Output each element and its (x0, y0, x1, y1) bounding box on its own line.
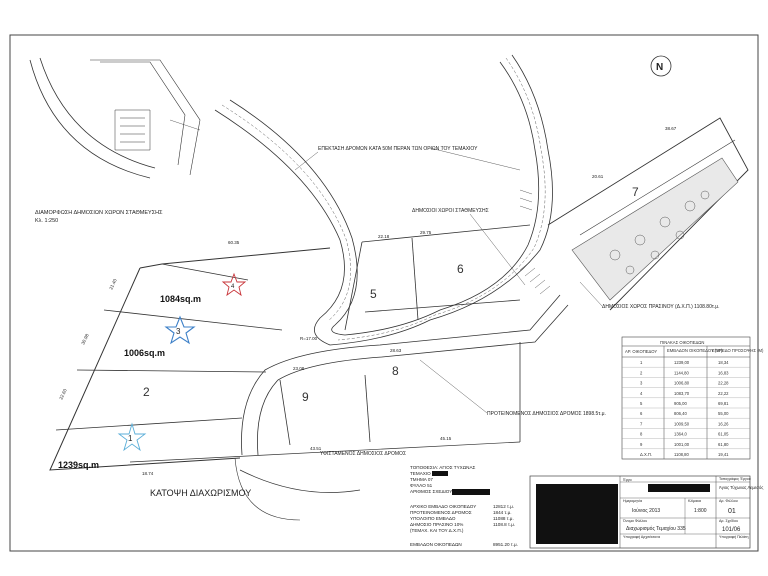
lot-table-cell: 16,83 (718, 370, 729, 376)
lot-label-8: 8 (392, 364, 399, 378)
land-info-line: ΤΟΠΟΘΕΣΙΑ: ΑΓΙΟΣ ΤΥΧΩΝΑΣ (410, 465, 476, 470)
lot-table-cell: 1364,0 (674, 431, 687, 437)
lot-table-cell: 22,22 (718, 390, 729, 396)
lot-table-cell: 1 (640, 360, 643, 366)
redacted-box (432, 471, 448, 476)
land-info-line: ΑΡΙΘΜΟΣ ΣΧΕΔΙΟΥ (410, 489, 453, 494)
area-summary-label: (ΤΕΜΑΧ. ΚΑΙ ΤΟΥ Δ.Χ.Π.) (410, 528, 464, 533)
land-info-line: ΤΜΗΜΑ 07 (410, 477, 433, 482)
lot-table-cell: 69,81 (718, 401, 729, 406)
lot-table-cell: 905,00 (674, 401, 687, 406)
dim-lot7a: 38.67 (665, 126, 677, 131)
annotation-public-parking: ΔΗΜΟΣΙΟΙ ΧΩΡΟΙ ΣΤΑΘΜΕΥΣΗΣ (412, 208, 489, 214)
lot-table-cell: 61,80 (718, 441, 729, 447)
title-block-value: Ιούνιος 2013 (632, 508, 661, 514)
title-block-label: Υπογραφή Πελάτη (719, 535, 749, 539)
title-block-value: 101/06 (722, 527, 741, 533)
lot-table-cell: 22,28 (718, 380, 729, 386)
title-block-label: Αρ. Φύλλου (719, 499, 738, 503)
dim-left1: 21.40 (108, 278, 118, 291)
lot-label-9: 9 (302, 390, 309, 404)
main-title: ΚΑΤΟΨΗ ΔΙΑΧΩΡΙΣΜΟΥ (150, 488, 252, 498)
lot-table-cell: 7 (640, 421, 643, 427)
dim-top2: 22.18 (378, 234, 390, 239)
lot-table-cell: 1108,80 (674, 452, 689, 457)
lot-table-cell: 1006,80 (674, 380, 690, 386)
area-summary-label: ΔΗΜΟΣΙΟ ΠΡΑΣΙΝΟ 10% (410, 522, 464, 527)
lot-table-cell: 1009,50 (674, 421, 690, 427)
detail-title: ΔΙΑΜΟΡΦΩΣΗ ΔΗΜΟΣΙΩΝ ΧΩΡΩΝ ΣΤΑΘΜΕΥΣΗΣ (35, 210, 163, 216)
land-info-line: ΦΥΛΛΟ 51 (410, 483, 433, 488)
lot-table-cell: 19,41 (718, 452, 729, 457)
area-summary-label: ΠΡΟΤΕΙΝΟΜΕΝΟΣ ΔΡΟΜΟΣ (410, 510, 472, 515)
north-arrow (651, 56, 671, 76)
annotation-green-space: ΔΗΜΟΣΙΟΣ ΧΩΡΟΣ ΠΡΑΣΙΝΟΥ (Δ.Χ.Π.) 1108.80τ.μ. (602, 304, 720, 310)
lot-label-7: 7 (632, 185, 639, 199)
dim-top3: 29.75 (420, 230, 432, 235)
area-label-lot-1: 1239sq.m (58, 460, 100, 470)
lot-table-header-2: ΕΜΒΑΔΟΝ ΟΙΚΟΠΕΔΟΥ (Μ²) (667, 348, 723, 353)
lot-table-cell: 1144,80 (674, 370, 689, 376)
lot-table-cell: 3 (640, 380, 643, 386)
lot-table-cell: 55,00 (718, 411, 729, 417)
lot-table-header-3: ΕΠΙΠΕΔΟ ΠΡΟΣΟΨΗΣ (Μ) (712, 348, 764, 353)
area-summary-value: 11088 τ.μ. (493, 516, 514, 521)
redacted-box (452, 489, 490, 495)
sheet-border (10, 35, 758, 551)
lot-label-2: 2 (143, 385, 150, 399)
dim-bottom2: 43.51 (310, 446, 322, 451)
dim-r1: R=17.00 (300, 336, 318, 341)
lot-table-cell: 2 (640, 370, 643, 376)
area-label-lot-3: 1006sq.m (124, 348, 166, 358)
lot-table-cell: Δ.Χ.Π. (640, 452, 653, 457)
title-block-label: Ημερομηνία (623, 499, 643, 503)
dim-top: 60.35 (228, 240, 240, 245)
lot-label-5: 5 (370, 287, 377, 301)
land-info-line: ΤΕΜΑΧΙΟ (410, 471, 431, 476)
lot-table-header-1: ΑΡ. ΟΙΚΟΠΕΔΟΥ (625, 349, 658, 354)
marker-label-4: 4 (231, 284, 235, 290)
dim-left3: 22.60 (58, 388, 68, 401)
lot-table-cell: 8 (640, 431, 643, 437)
lot-table-cell: 806,40 (674, 411, 687, 417)
dim-bottom: 18.74 (142, 471, 154, 476)
lot-table (622, 337, 764, 459)
lot-table-cell: 1001,00 (674, 441, 690, 447)
area-summary-value: 1108.8 τ.μ. (493, 522, 515, 527)
lot-table-cell: 61,05 (718, 431, 729, 437)
dim-lot8b: 28.63 (390, 348, 402, 353)
title-block-label: Όνομα Φύλλου (623, 519, 648, 523)
title-block-label: Έργο (623, 478, 632, 482)
project-redacted-box (648, 484, 710, 492)
area-summary-label: ΥΠΟΛΟΙΠΟ ΕΜΒΑΔΟ (410, 516, 456, 521)
lot-table-cell: 5 (640, 401, 643, 406)
area-label-lot-4: 1084sq.m (160, 294, 202, 304)
lot-table-cell: 4 (640, 390, 643, 396)
annotation-existing-road: ΥΦΙΣΤΑΜΕΝΟΣ ΔΗΜΟΣΙΟΣ ΔΡΟΜΟΣ (320, 451, 407, 457)
area-summary-label: ΑΡΧΙΚΟ ΕΜΒΑΔΟ ΟΙΚΟΠΕΔΟΥ (410, 504, 477, 509)
title-block-value: Διαχωρισμός Τεμαχίου 335 (626, 526, 686, 532)
lot-table-title: ΠΙΝΑΚΑΣ ΟΙΚΟΠΕΔΩΝ (660, 340, 705, 345)
area-summary-value: 12812 τ.μ. (493, 504, 515, 509)
title-block (530, 476, 763, 548)
lot-table-cell: 1239,00 (674, 360, 690, 366)
dim-lot7b: 20.61 (592, 174, 604, 179)
marker-label-1: 1 (128, 434, 133, 443)
lot-label-6: 6 (457, 262, 464, 276)
title-block-label: Κλίμακα (688, 499, 701, 503)
area-summary-value: 1844 τ.μ. (493, 510, 512, 515)
title-block-value: 01 (728, 508, 736, 515)
dim-lot8: 45.15 (440, 436, 452, 441)
dim-lot9: 23.08 (293, 366, 305, 371)
lot-table-cell: 16,26 (718, 421, 729, 427)
lot-table-cell: 6 (640, 411, 643, 417)
detail-scale: Κλ. 1:250 (35, 218, 59, 224)
area-summary-value: 8951.20 τ.μ. (493, 542, 518, 547)
north-label: N (656, 62, 664, 73)
lot-table-cell: 9 (640, 441, 643, 447)
title-block-value: Άγιος Τύχωνας Λεμεσός (719, 485, 764, 490)
title-block-label: Αρ. Σχεδίου (719, 519, 738, 523)
area-summary-label: ΕΜΒΑΔΟΝ ΟΙΚΟΠΕΔΩΝ (410, 542, 462, 547)
annotation-road-extension: ΕΠΕΚΤΑΣΗ ΔΡΟΜΩΝ ΚΑΤΑ 50Μ ΠΕΡΑΝ ΤΩΝ ΟΡΙΩΝ ΤΟΥ ΤΕΜΑΧΙΟΥ (318, 146, 478, 152)
lot-table-cell: 18,34 (718, 360, 729, 366)
title-block-label: Υπογραφή Αρχιτέκτονα (623, 535, 661, 539)
dim-left2: 30.98 (80, 333, 90, 346)
lot-table-cell: 1083,70 (674, 390, 690, 396)
title-block-label: Τοπογράφος Έργου (719, 477, 751, 481)
annotation-proposed-road: ΠΡΟΤΕΙΝΟΜΕΝΟΣ ΔΗΜΟΣΙΟΣ ΔΡΟΜΟΣ 1898.5τ.μ. (487, 411, 606, 417)
title-block-value: 1:800 (694, 508, 707, 514)
logo-redacted-box (536, 484, 618, 544)
marker-label-3: 3 (176, 327, 181, 336)
